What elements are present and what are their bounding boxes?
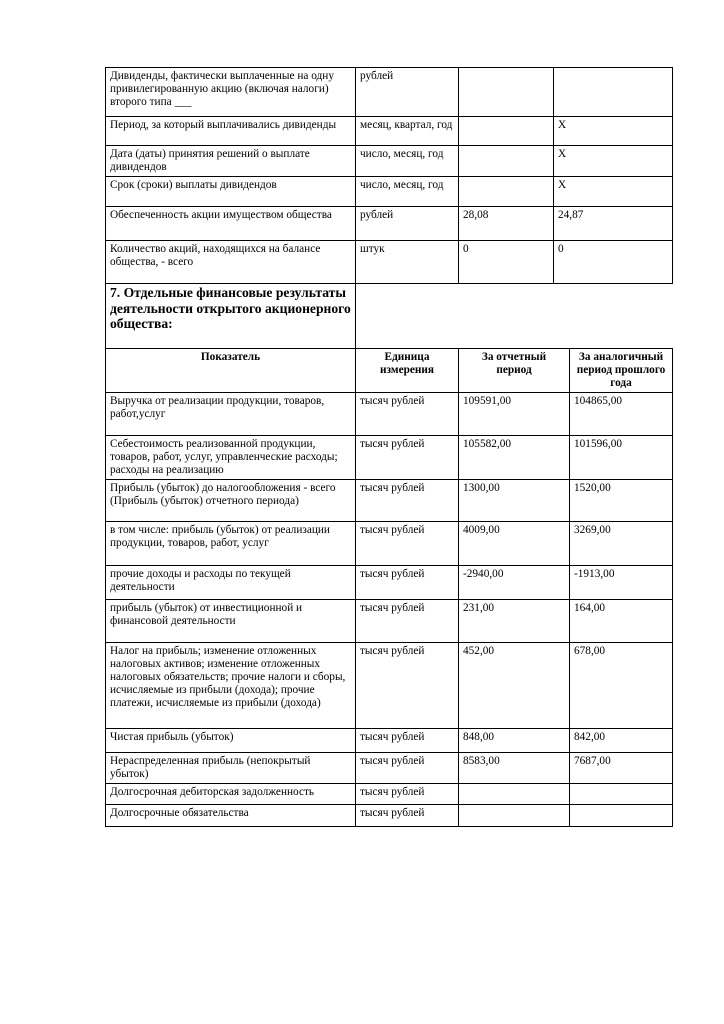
row-current: 1300,00 xyxy=(459,480,570,522)
row-previous: 104865,00 xyxy=(570,393,673,436)
row-current xyxy=(459,805,570,827)
table-row xyxy=(106,241,673,284)
row-label: прибыль (убыток) от инвестиционной и финансовой деятельности xyxy=(106,600,356,643)
row-label: Обеспеченность акции имуществом общества xyxy=(106,207,356,241)
row-label: Нераспределенная прибыль (непокрытый убыток) xyxy=(106,753,356,784)
row-previous: 0 xyxy=(554,241,673,284)
row-label: Долгосрочная дебиторская задолженность xyxy=(106,784,356,805)
table-row xyxy=(106,805,673,827)
row-current: 452,00 xyxy=(459,643,570,729)
table-row xyxy=(106,522,673,566)
row-previous: 1520,00 xyxy=(570,480,673,522)
row-current: 28,08 xyxy=(459,207,554,241)
row-previous: 101596,00 xyxy=(570,436,673,480)
row-previous: 164,00 xyxy=(570,600,673,643)
row-unit: тысяч рублей xyxy=(356,436,459,480)
table-row xyxy=(106,117,673,146)
section-title: 7. Отдельные финансовые результаты деятельности открытого акционерного общества: xyxy=(106,284,356,349)
row-current: 0 xyxy=(459,241,554,284)
row-unit: тысяч рублей xyxy=(356,805,459,827)
row-current: -2940,00 xyxy=(459,566,570,600)
row-current: 8583,00 xyxy=(459,753,570,784)
row-label: Срок (сроки) выплаты дивидендов xyxy=(106,177,356,207)
table-row xyxy=(106,393,673,436)
row-unit: тысяч рублей xyxy=(356,522,459,566)
row-unit: тысяч рублей xyxy=(356,600,459,643)
row-label: Дата (даты) принятия решений о выплате дивидендов xyxy=(106,146,356,177)
row-label: Дивиденды, фактически выплаченные на одну привилегированную акцию (включая налоги) второго типа ___ xyxy=(106,68,356,117)
dividends-table xyxy=(105,67,673,284)
row-current xyxy=(459,146,554,177)
row-previous xyxy=(570,805,673,827)
row-unit: тысяч рублей xyxy=(356,480,459,522)
section-title-row xyxy=(106,284,673,349)
row-previous: -1913,00 xyxy=(570,566,673,600)
row-label: Прибыль (убыток) до налогообложения - всего (Прибыль (убыток) отчетного периода) xyxy=(106,480,356,522)
row-unit: тысяч рублей xyxy=(356,566,459,600)
table-row xyxy=(106,146,673,177)
table-row xyxy=(106,784,673,805)
table-row xyxy=(106,207,673,241)
row-previous: 842,00 xyxy=(570,729,673,753)
table-row xyxy=(106,480,673,522)
column-header-indicator: Показатель xyxy=(106,349,356,393)
row-label: прочие доходы и расходы по текущей деятельности xyxy=(106,566,356,600)
table-row xyxy=(106,643,673,729)
row-unit: тысяч рублей xyxy=(356,753,459,784)
financial-results-table xyxy=(105,283,673,827)
row-label: Выручка от реализации продукции, товаров, работ,услуг xyxy=(106,393,356,436)
row-label: в том числе: прибыль (убыток) от реализации продукции, товаров, работ, услуг xyxy=(106,522,356,566)
table-row xyxy=(106,729,673,753)
row-unit: тысяч рублей xyxy=(356,393,459,436)
table-row xyxy=(106,436,673,480)
row-label: Чистая прибыль (убыток) xyxy=(106,729,356,753)
row-current: 105582,00 xyxy=(459,436,570,480)
row-unit: число, месяц, год xyxy=(356,177,459,207)
row-unit: рублей xyxy=(356,207,459,241)
row-unit: число, месяц, год xyxy=(356,146,459,177)
column-header-previous: За аналогичный период прошлого года xyxy=(570,349,673,393)
row-current xyxy=(459,68,554,117)
table-row xyxy=(106,177,673,207)
table-row xyxy=(106,566,673,600)
row-current xyxy=(459,117,554,146)
table-row xyxy=(106,68,673,117)
row-label: Себестоимость реализованной продукции, товаров, работ, услуг, управленческие расходы; расходы на реализацию xyxy=(106,436,356,480)
row-current: 848,00 xyxy=(459,729,570,753)
table-row xyxy=(106,753,673,784)
row-label: Налог на прибыль; изменение отложенных налоговых активов; изменение отложенных налоговых обязательств; прочие налоги и сборы, исчисляемые из прибыли (дохода); прочие платежи, исчисляемые из прибыли (дохода) xyxy=(106,643,356,729)
row-current: 4009,00 xyxy=(459,522,570,566)
column-header-unit: Единица измерения xyxy=(356,349,459,393)
row-label: Количество акций, находящихся на балансе общества, - всего xyxy=(106,241,356,284)
row-unit: тысяч рублей xyxy=(356,729,459,753)
row-current xyxy=(459,177,554,207)
row-unit: штук xyxy=(356,241,459,284)
row-unit: рублей xyxy=(356,68,459,117)
row-current xyxy=(459,784,570,805)
row-previous xyxy=(554,68,673,117)
row-previous: X xyxy=(554,177,673,207)
row-unit: месяц, квартал, год xyxy=(356,117,459,146)
row-previous: 3269,00 xyxy=(570,522,673,566)
row-previous: X xyxy=(554,117,673,146)
row-unit: тысяч рублей xyxy=(356,643,459,729)
row-label: Период, за который выплачивались дивиденды xyxy=(106,117,356,146)
row-current: 231,00 xyxy=(459,600,570,643)
document-page xyxy=(105,67,672,827)
row-previous xyxy=(570,784,673,805)
table-header-row xyxy=(106,349,673,393)
row-unit: тысяч рублей xyxy=(356,784,459,805)
row-previous: 24,87 xyxy=(554,207,673,241)
row-previous: X xyxy=(554,146,673,177)
row-label: Долгосрочные обязательства xyxy=(106,805,356,827)
row-previous: 7687,00 xyxy=(570,753,673,784)
table-row xyxy=(106,600,673,643)
row-current: 109591,00 xyxy=(459,393,570,436)
row-previous: 678,00 xyxy=(570,643,673,729)
column-header-current: За отчетный период xyxy=(459,349,570,393)
